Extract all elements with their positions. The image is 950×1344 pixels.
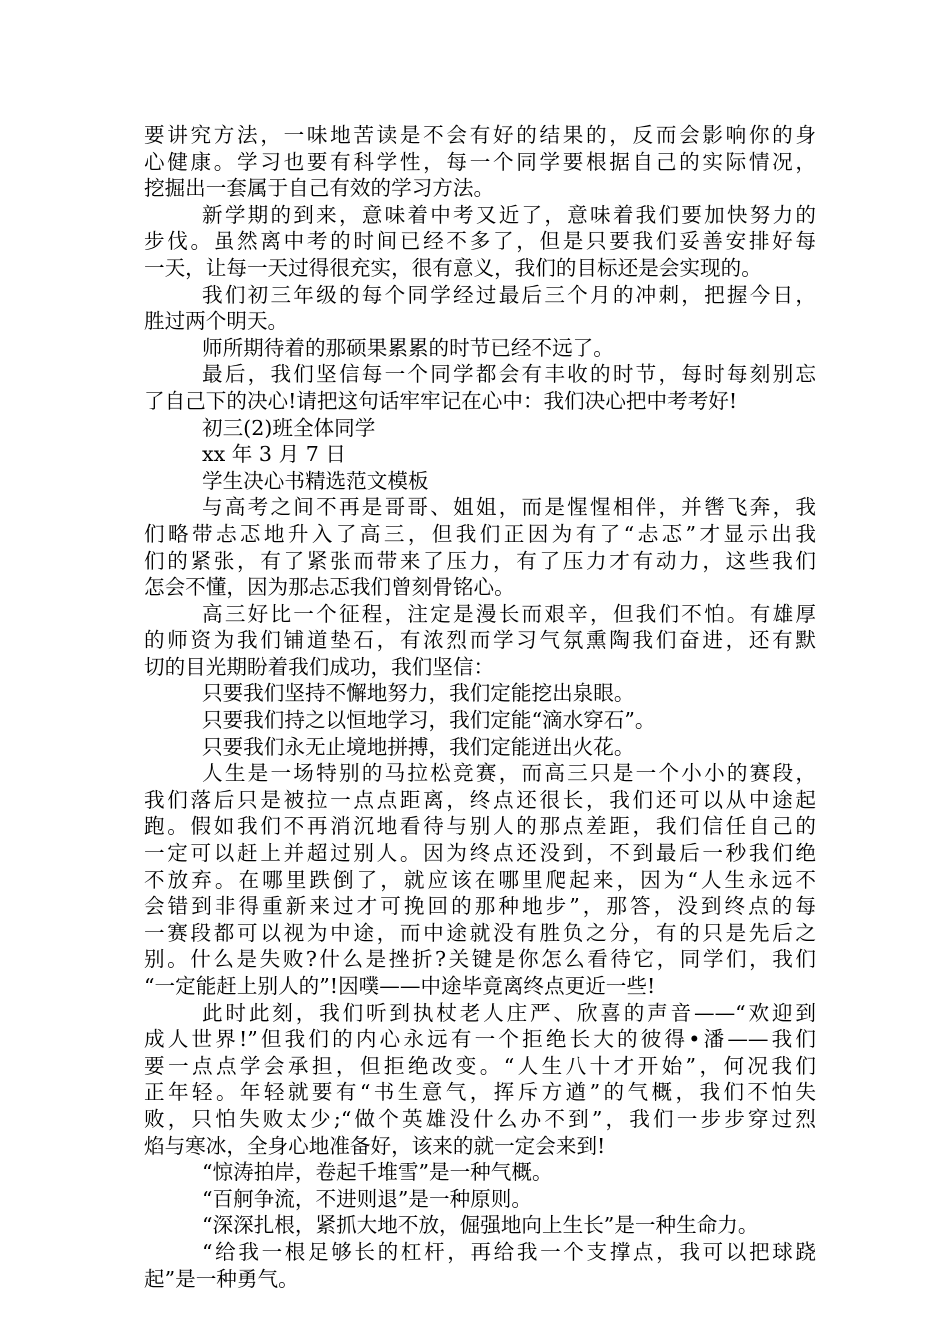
text-line: 步伐。虽然离中考的时间已经不多了，但是只要我们妥善安排好每 xyxy=(144,229,816,254)
text-line: “惊涛拍岸，卷起千堆雪”是一种气概。 xyxy=(202,1160,553,1185)
text-line: 我们落后只是被拉一点点距离，终点还很长，我们还可以从中途起 xyxy=(144,787,816,812)
text-line: 学生决心书精选范文模板 xyxy=(202,468,429,493)
text-line: “百舸争流，不进则退”是一种原则。 xyxy=(202,1186,532,1211)
text-line: 的师资为我们铺道垫石，有浓烈而学习气氛熏陶我们奋进，还有默 xyxy=(144,628,816,653)
text-line: “给我一根足够长的杠杆，再给我一个支撑点，我可以把球跷 xyxy=(202,1239,816,1264)
text-line: 一定可以赶上并超过别人。因为终点还没到，不到最后一秒我们绝 xyxy=(144,841,816,866)
text-line: 起”是一种勇气。 xyxy=(144,1266,299,1291)
text-line: 新学期的到来，意味着中考又近了，意味着我们要加快努力的 xyxy=(202,202,816,227)
text-line: 别。什么是失败?什么是挫折?关键是你怎么看待它，同学们，我们 xyxy=(144,947,816,972)
text-line: 最后，我们坚信每一个同学都会有丰收的时节，每时每刻别忘 xyxy=(202,362,816,387)
text-line: 只要我们永无止境地拼搏，我们定能迸出火花。 xyxy=(202,734,635,759)
text-line: 们的紧张，有了紧张而带来了压力，有了压力才有动力，这些我们 xyxy=(144,548,816,573)
text-line: 只要我们持之以恒地学习，我们定能“滴水穿石”。 xyxy=(202,708,656,733)
text-line: 不放弃。在哪里跌倒了，就应该在哪里爬起来，因为“人生永远不 xyxy=(144,867,816,892)
text-line: 要一点点学会承担，但拒绝改变。“人生八十才开始”，何况我们 xyxy=(144,1053,816,1078)
text-line: xx 年 3 月 7 日 xyxy=(202,442,346,467)
text-line: 要讲究方法，一味地苦读是不会有好的结果的，反而会影响你的身 xyxy=(144,123,816,147)
text-line: 正年轻。年轻就要有“书生意气，挥斥方遒”的气概，我们不怕失 xyxy=(144,1080,816,1105)
text-line: 跑。假如我们不再消沉地看待与别人的那点差距，我们信任自己的 xyxy=(144,814,816,839)
text-line: 人生是一场特别的马拉松竞赛，而高三只是一个小小的赛段， xyxy=(202,761,816,786)
text-line: 与高考之间不再是哥哥、姐姐，而是惺惺相伴，并辔飞奔，我 xyxy=(202,495,816,520)
document-body xyxy=(144,122,816,1292)
text-line: 怎会不懂，因为那忐忑我们曾刻骨铭心。 xyxy=(144,575,515,600)
text-line: “一定能赶上别人的”!因噗——中途毕竟离终点更近一些! xyxy=(144,974,656,998)
text-line: “深深扎根，紧抓大地不放，倔强地向上生长”是一种生命力。 xyxy=(202,1213,759,1238)
text-line: 高三好比一个征程，注定是漫长而艰辛，但我们不怕。有雄厚 xyxy=(202,601,816,626)
text-line: 胜过两个明天。 xyxy=(144,309,289,334)
text-line: 们略带忐忑地升入了高三，但我们正因为有了“忐忑”才显示出我 xyxy=(144,521,816,546)
text-line: 成人世界!”但我们的内心永远有一个拒绝长大的彼得•潘——我们 xyxy=(144,1027,816,1052)
text-line: 一赛段都可以视为中途，而中途就没有胜负之分，有的只是先后之 xyxy=(144,920,816,945)
text-line: 会错到非得重新来过才可挽回的那种地步”，那答，没到终点的每 xyxy=(144,894,816,919)
text-line: 焰与寒冰，全身心地准备好，该来的就一定会来到! xyxy=(144,1133,606,1158)
text-line: 初三(2)班全体同学 xyxy=(202,415,376,440)
text-line: 心健康。学习也要有科学性，每一个同学要根据自己的实际情况， xyxy=(144,149,816,174)
text-line: 了自己下的决心!请把这句话牢牢记在心中：我们决心把中考考好! xyxy=(144,388,738,413)
text-line: 挖掘出一套属于自己有效的学习方法。 xyxy=(144,176,495,201)
text-line: 败，只怕失败太少;“做个英雄没什么办不到”，我们一步步穿过烈 xyxy=(144,1106,816,1131)
text-line: 只要我们坚持不懈地努力，我们定能挖出泉眼。 xyxy=(202,681,635,706)
text-line: 切的目光期盼着我们成功，我们坚信： xyxy=(144,654,495,679)
text-line: 师所期待着的那硕果累累的时节已经不远了。 xyxy=(202,335,614,360)
text-line: 此时此刻，我们听到执杖老人庄严、欣喜的声音——“欢迎到 xyxy=(202,1000,816,1025)
text-line: 一天，让每一天过得很充实，很有意义，我们的目标还是会实现的。 xyxy=(144,255,762,280)
text-line: 我们初三年级的每个同学经过最后三个月的冲刺，把握今日， xyxy=(202,282,816,307)
